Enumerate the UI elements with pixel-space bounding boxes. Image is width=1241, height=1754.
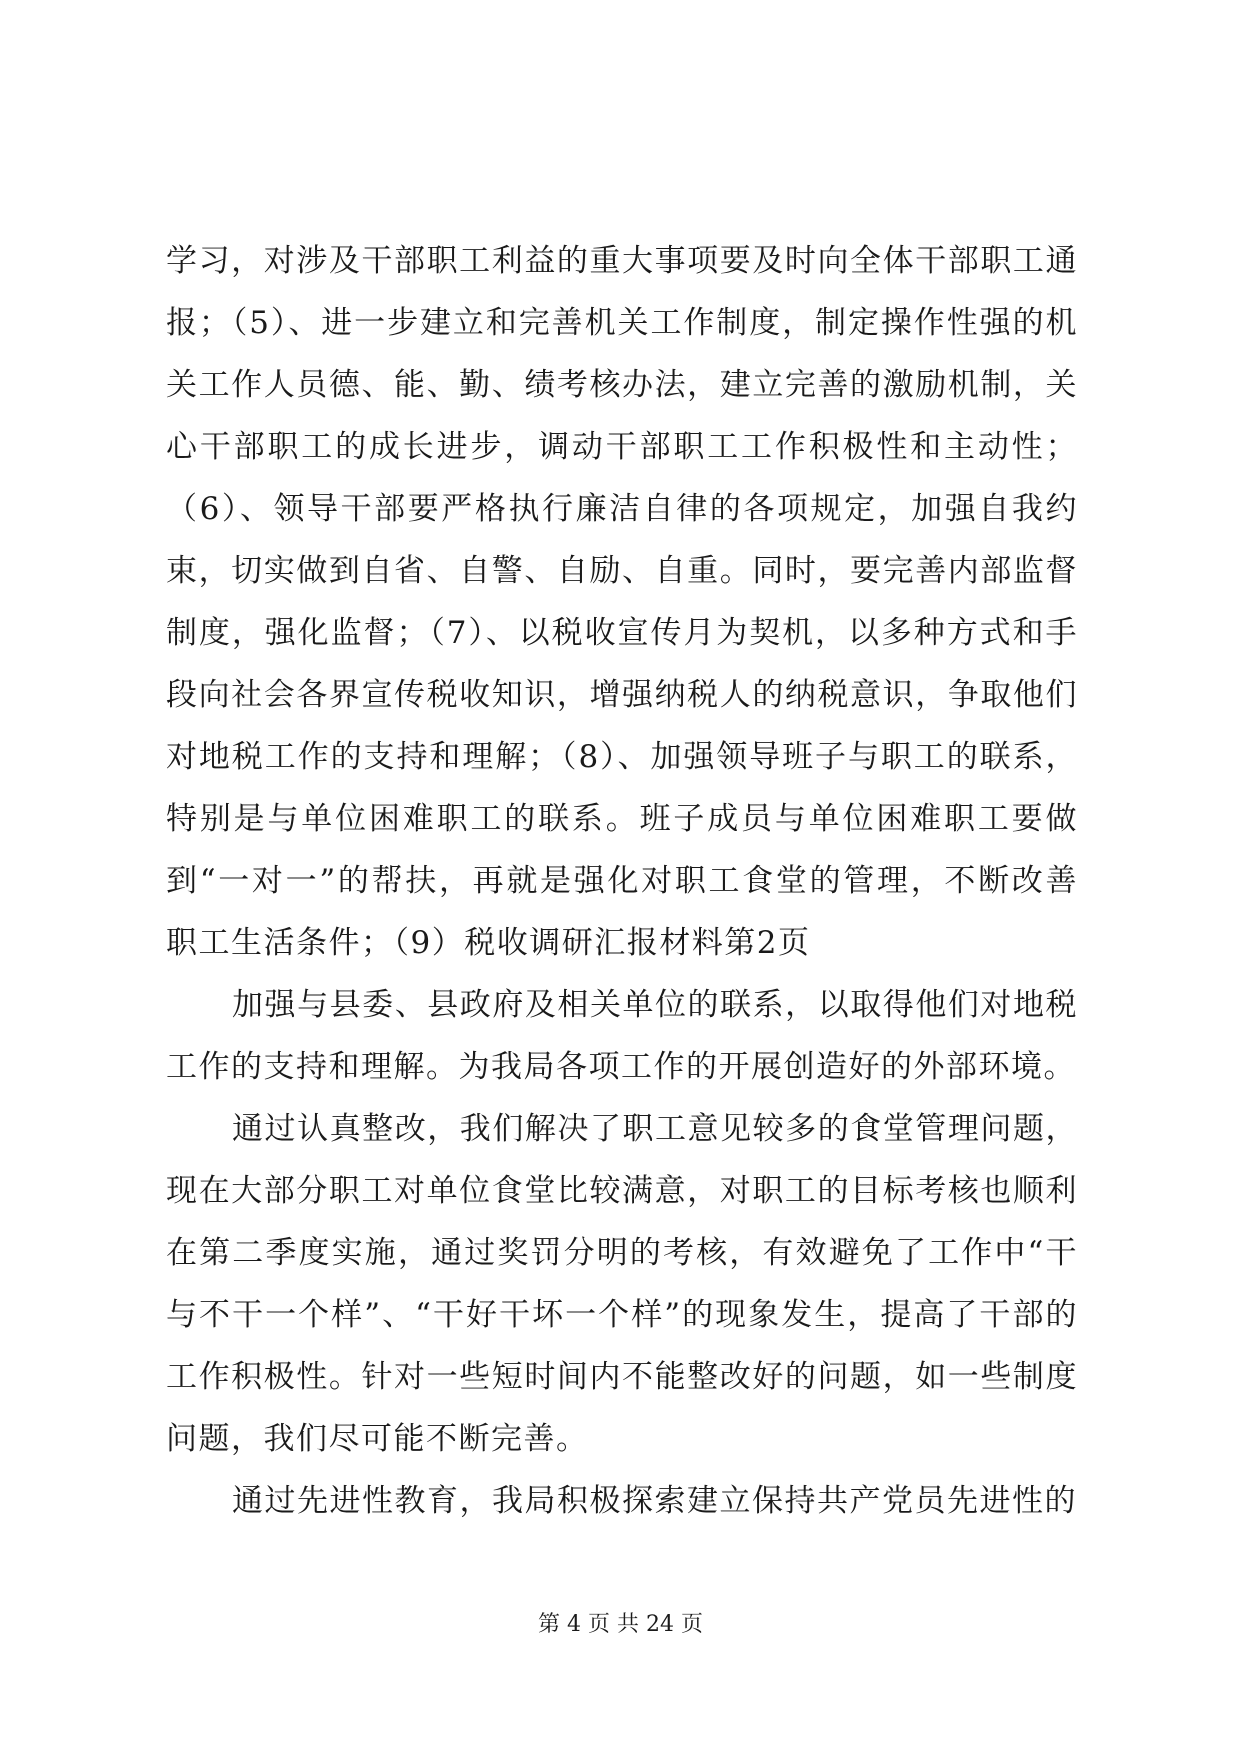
paragraph-4: 通过先进性教育，我局积极探索建立保持共产党员先进性的	[232, 1483, 1077, 1519]
paragraph-1: 学习，对涉及干部职工利益的重大事项要及时向全体干部职工通报；（5）、进一步建立和完善机关工作制度，制定操作性强的机关工作人员德、能、勤、绩考核办法，建立完善的激励机制，关心干部职工的成长进步，调动干部职工工作积极性和主动性；（6）、领导干部要严格执行廉洁自律的各项规定，加强自我约束，切实做到自省、自警、自励、自重。同时，要完善内部监督制度，强化监督；（7）、以税收宣传月为契机，以多种方式和手段向社会各界宣传税收知识，增强纳税人的纳税意识，争取他们对地税工作的支持和理解；（8）、加强领导班子与职工的联系，特别是与单位困难职工的联系。班子成员与单位困难职工要做到“一对一”的帮扶，再就是强化对职工食堂的管理，不断改善职工生活条件；（9）税收调研汇报材料第2页	[166, 243, 1078, 961]
paragraph-3: 通过认真整改，我们解决了职工意见较多的食堂管理问题，现在大部分职工对单位食堂比较满意，对职工的目标考核也顺利在第二季度实施，通过奖罚分明的考核，有效避免了工作中“干与不干一个样”、“干好干坏一个样”的现象发生，提高了干部的工作积极性。针对一些短时间内不能整改好的问题，如一些制度问题，我们尽可能不断完善。	[166, 1111, 1078, 1457]
paragraph-2: 加强与县委、县政府及相关单位的联系，以取得他们对地税工作的支持和理解。为我局各项工作的开展创造好的外部环境。	[166, 987, 1078, 1085]
page-footer: 第 4 页 共 24 页	[538, 1612, 703, 1637]
document-body	[166, 230, 1078, 1532]
